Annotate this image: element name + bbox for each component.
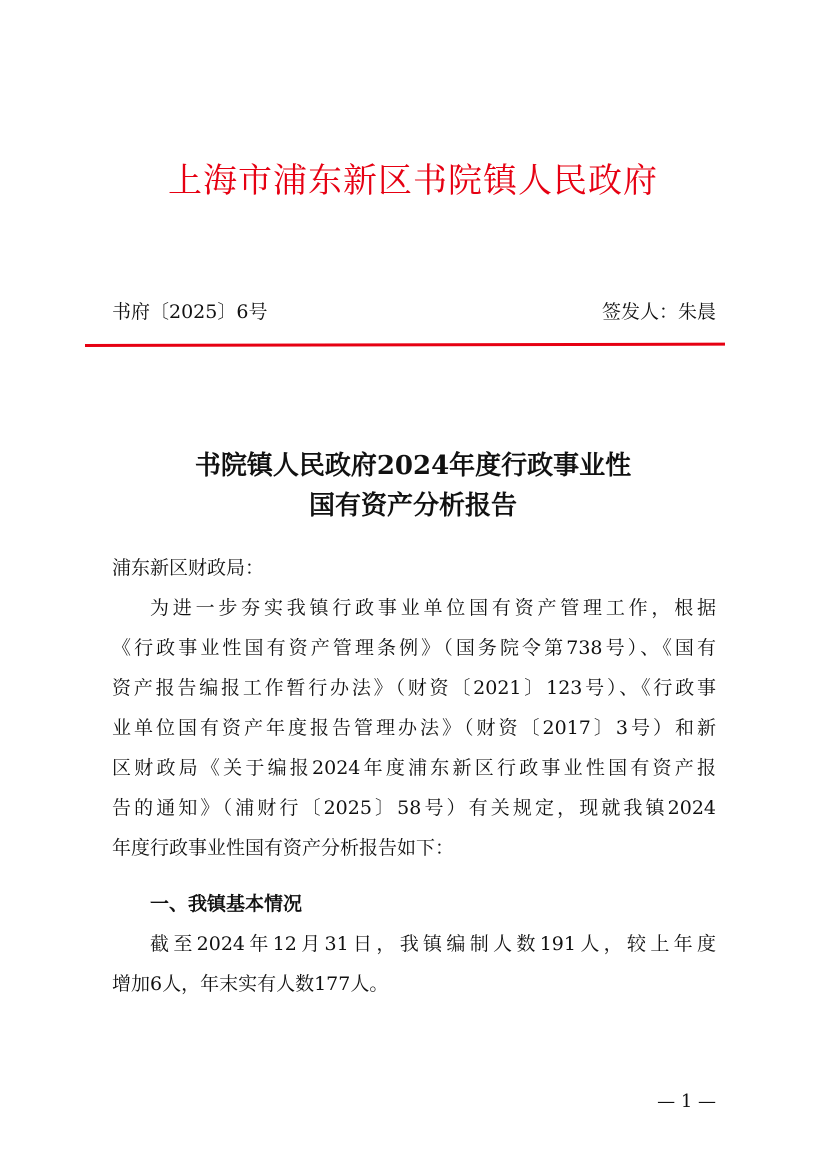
paragraph-2-line: 增加6人，年末实有人数177人。 [112,973,389,995]
document-number: 书府〔2025〕6号 [112,301,268,323]
paragraph-1-line: 告的通知》（浦财行〔2025〕58号）有关规定，现就我镇2024 [112,797,716,819]
paragraph-2-line: 截至2024年12月31日，我镇编制人数191人，较上年度 [150,933,716,955]
signer: 签发人：朱晨 [601,301,716,323]
paragraph-1-line: 为进一步夯实我镇行政事业单位国有资产管理工作，根据 [150,597,716,619]
document-title-line-1: 书院镇人民政府2024年度行政事业性 [194,451,632,481]
section-1-heading: 一、我镇基本情况 [150,893,303,915]
recipient: 浦东新区财政局： [112,557,265,579]
red-divider-line [85,343,725,347]
page-number: — 1 — [657,1091,716,1112]
paragraph-1-line: 资产报告编报工作暂行办法》（财资〔2021〕123号）、《行政事 [112,677,716,699]
issuer-header: 上海市浦东新区书院镇人民政府 [168,161,658,201]
paragraph-1-line: 区财政局《关于编报2024年度浦东新区行政事业性国有资产报 [112,757,716,779]
document-title-line-2: 国有资产分析报告 [308,491,517,521]
paragraph-1-line: 年度行政事业性国有资产分析报告如下： [112,837,455,859]
paragraph-1-line: 业单位国有资产年度报告管理办法》（财资〔2017〕3号）和新 [112,717,716,739]
paragraph-1-line: 《行政事业性国有资产管理条例》（国务院令第738号）、《国有 [112,637,716,659]
